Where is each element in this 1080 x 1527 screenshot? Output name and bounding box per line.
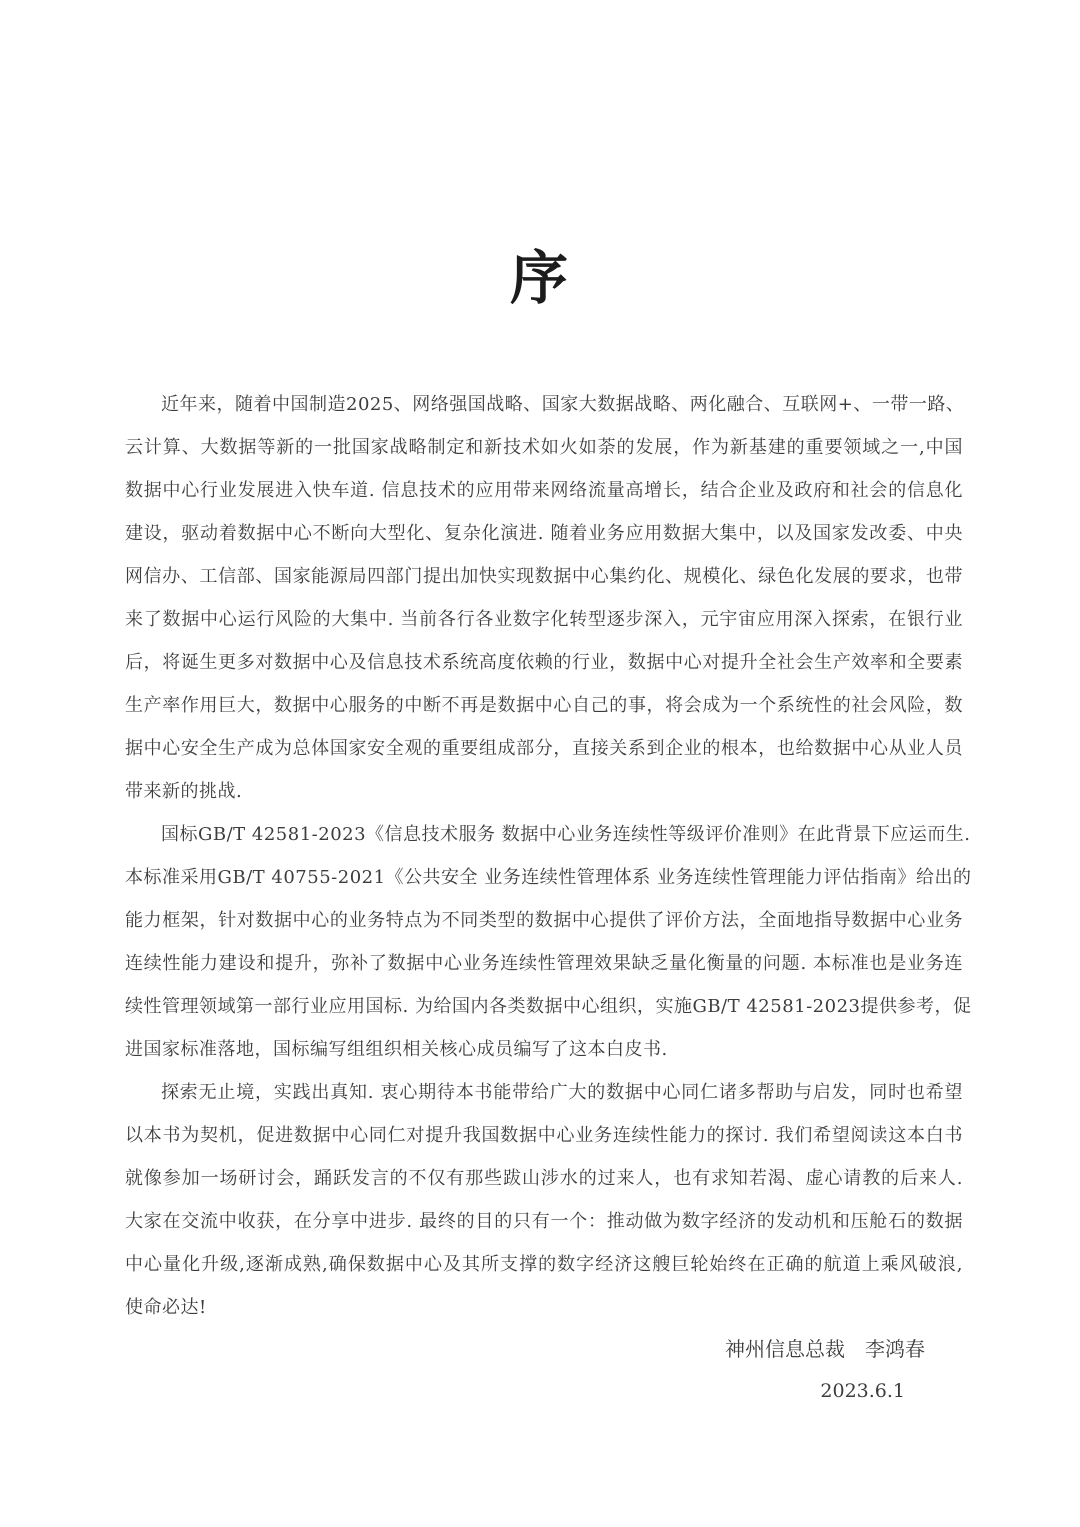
paragraph-3	[125, 1071, 963, 1329]
date-line: 2023.6.1	[820, 1380, 905, 1402]
page-title: 序	[509, 244, 570, 312]
text-line: 云计算、大数据等新的一批国家战略制定和新技术如火如荼的发展，作为新基建的重要领域之一,中国	[125, 437, 963, 458]
text-line: 就像参加一场研讨会，踊跃发言的不仅有那些跋山涉水的过来人，也有求知若渴、虚心请教的后来人.	[125, 1168, 963, 1189]
text-line: 使命必达!	[125, 1297, 207, 1318]
text-line: 本标准采用GB/T 40755-2021《公共安全 业务连续性管理体系 业务连续性管理能力评估指南》给出的	[125, 867, 972, 888]
text-line: 据中心安全生产成为总体国家安全观的重要组成部分，直接关系到企业的根本，也给数据中心从业人员	[125, 738, 963, 759]
text-line: 连续性能力建设和提升，弥补了数据中心业务连续性管理效果缺乏量化衡量的问题. 本标准也是业务连	[125, 953, 963, 974]
text-line: 国标GB/T 42581-2023《信息技术服务 数据中心业务连续性等级评价准则》在此背景下应运而生.	[161, 824, 971, 845]
paragraph-1	[125, 383, 963, 813]
text-line: 数据中心行业发展进入快车道. 信息技术的应用带来网络流量高增长，结合企业及政府和社会的信息化	[125, 480, 963, 501]
signature-line: 神州信息总裁 李鸿春	[725, 1337, 925, 1361]
text-line: 以本书为契机，促进数据中心同仁对提升我国数据中心业务连续性能力的探讨. 我们希望阅读这本白书	[125, 1125, 963, 1146]
text-line: 中心量化升级,逐渐成熟,确保数据中心及其所支撑的数字经济这艘巨轮始终在正确的航道上乘风破浪,	[125, 1254, 963, 1275]
text-line: 进国家标准落地，国标编写组组织相关核心成员编写了这本白皮书.	[125, 1039, 668, 1060]
text-line: 生产率作用巨大，数据中心服务的中断不再是数据中心自己的事，将会成为一个系统性的社会风险，数	[125, 695, 963, 716]
text-line: 近年来，随着中国制造2025、网络强国战略、国家大数据战略、两化融合、互联网+、一带一路、	[161, 394, 965, 415]
paragraph-2	[125, 813, 972, 1071]
text-line: 续性管理领域第一部行业应用国标. 为给国内各类数据中心组织，实施GB/T 42581-2023提供参考，促	[125, 996, 972, 1017]
text-line: 能力框架，针对数据中心的业务特点为不同类型的数据中心提供了评价方法，全面地指导数据中心业务	[125, 910, 963, 931]
text-line: 大家在交流中收获，在分享中进步. 最终的目的只有一个：推动做为数字经济的发动机和压舱石的数据	[125, 1211, 963, 1232]
text-line: 探索无止境，实践出真知. 衷心期待本书能带给广大的数据中心同仁诸多帮助与启发，同时也希望	[161, 1082, 963, 1103]
text-line: 带来新的挑战.	[125, 781, 243, 802]
preface-body	[125, 383, 972, 1329]
text-line: 建设，驱动着数据中心不断向大型化、复杂化演进. 随着业务应用数据大集中，以及国家发改委、中央	[125, 523, 963, 544]
text-line: 后，将诞生更多对数据中心及信息技术系统高度依赖的行业，数据中心对提升全社会生产效率和全要素	[125, 652, 963, 673]
text-line: 网信办、工信部、国家能源局四部门提出加快实现数据中心集约化、规模化、绿色化发展的要求，也带	[125, 566, 963, 587]
text-line: 来了数据中心运行风险的大集中. 当前各行各业数字化转型逐步深入，元宇宙应用深入探索，在银行业	[125, 609, 963, 630]
